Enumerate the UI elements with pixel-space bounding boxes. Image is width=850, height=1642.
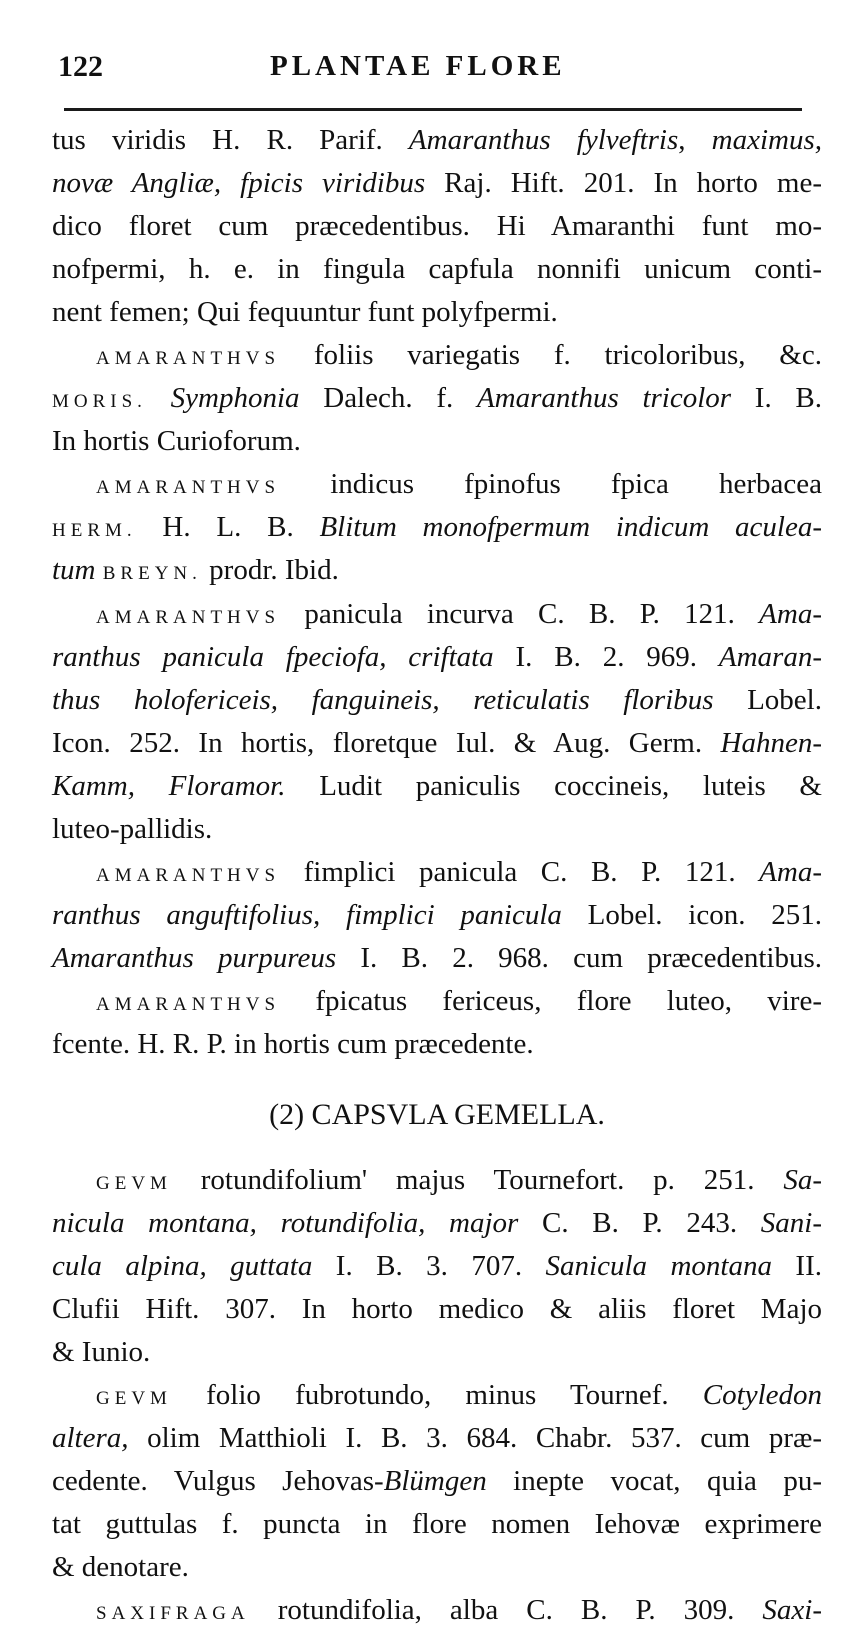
roman-text: I. B. 3. 707. xyxy=(312,1250,546,1282)
italic-text: Saxi- xyxy=(762,1594,822,1626)
italic-text: Ama- xyxy=(759,598,822,630)
roman-text: I. B. 2. 969. xyxy=(493,641,719,673)
roman-text: nent femen; Qui fequuntur funt polyfpermi. xyxy=(52,296,558,328)
text-line xyxy=(52,723,822,763)
genus-name: GEVM xyxy=(96,1388,172,1409)
running-head: PLANTAE FLORE xyxy=(270,50,566,82)
roman-text: foliis variegatis f. tricoloribus, &c. xyxy=(280,339,822,371)
genus-name: AMARANTHVS xyxy=(96,865,281,886)
genus-name: AMARANTHVS xyxy=(96,607,281,628)
genus-name: AMARANTHVS xyxy=(96,994,281,1015)
italic-text: Amaranthus fylveftris xyxy=(408,124,679,156)
text-line xyxy=(52,292,822,332)
italic-text: altera, xyxy=(52,1422,129,1454)
section-heading: (2) CAPSVLA GEMELLA. xyxy=(269,1098,605,1131)
roman-text: tat guttulas f. puncta in flore nomen Iehovæ exprimere xyxy=(52,1508,822,1540)
genus-name: AMARANTHVS xyxy=(96,477,281,498)
roman-text: Icon. 252. In hortis, floretque Iul. & Aug. Germ. xyxy=(52,727,721,759)
italic-text: thus holofericeis, fanguineis, reticulatis floribus xyxy=(52,684,714,716)
roman-text: folio fubrotundo, minus Tournef. xyxy=(171,1379,703,1411)
roman-text: cedente. Vulgus Jehovas- xyxy=(52,1465,384,1497)
italic-text: Cotyledon xyxy=(702,1379,822,1411)
text-line xyxy=(52,680,822,720)
roman-text: H. L. B. xyxy=(136,511,320,543)
text-line xyxy=(52,766,822,806)
text-line xyxy=(52,378,822,418)
genus-name: SAXIFRAGA xyxy=(96,1603,250,1624)
roman-text: dico floret cum præcedentibus. Hi Amaranthi funt mo- xyxy=(52,210,822,242)
roman-text: tus viridis H. R. Parif. xyxy=(52,124,409,156)
roman-text: panicula incurva C. B. P. 121. xyxy=(280,598,760,630)
roman-text: fpicatus fericeus, flore luteo, vire- xyxy=(280,985,822,1017)
roman-text: Lobel. icon. 251. xyxy=(561,899,823,931)
text-line xyxy=(52,507,822,547)
italic-text: cula alpina, guttata xyxy=(52,1250,313,1282)
text-line xyxy=(52,1504,822,1544)
text-line xyxy=(52,1024,822,1064)
roman-text: prodr. Ibid. xyxy=(201,554,339,586)
text-line xyxy=(52,1461,822,1501)
italic-text: Symphonia xyxy=(170,382,300,414)
text-line xyxy=(96,594,822,634)
roman-text: , xyxy=(678,124,712,156)
roman-text: Clufii Hift. 307. In horto medico & aliis floret Majo xyxy=(52,1293,822,1325)
italic-text: Blitum monofpermum indicum aculea- xyxy=(319,511,822,543)
page-number: 122 xyxy=(58,50,103,83)
text-line xyxy=(52,163,822,203)
roman-text: Lobel. xyxy=(713,684,822,716)
italic-text: tum xyxy=(52,554,96,586)
roman-text: I. B. 2. 968. cum præcedentibus. xyxy=(336,942,822,974)
header-rule xyxy=(64,108,802,111)
text-line xyxy=(96,1375,822,1415)
roman-text: nofpermi, h. e. in fingula capfula nonnifi unicum conti- xyxy=(52,253,822,285)
roman-text xyxy=(147,382,171,414)
roman-text: C. B. P. 243. xyxy=(518,1207,761,1239)
text-line xyxy=(52,249,822,289)
roman-text: luteo-pallidis. xyxy=(52,813,213,845)
roman-text: & denotare. xyxy=(52,1551,189,1583)
roman-text: olim Matthioli I. B. 3. 684. Chabr. 537. cum præ- xyxy=(128,1422,822,1454)
italic-text: Kamm, Floramor. xyxy=(52,770,286,802)
text-line xyxy=(96,1160,822,1200)
text-line xyxy=(96,464,822,504)
genus-name: AMARANTHVS xyxy=(96,348,281,369)
italic-text: Ama- xyxy=(759,856,822,888)
roman-text: Dalech. f. xyxy=(299,382,477,414)
text-line xyxy=(52,1418,822,1458)
text-line xyxy=(52,1246,822,1286)
roman-text: I. B. xyxy=(731,382,823,414)
italic-text: Amaran- xyxy=(718,641,822,673)
roman-text: inepte vocat, quia pu- xyxy=(486,1465,822,1497)
roman-text: rotundifolium' majus Tournefort. p. 251. xyxy=(171,1164,784,1196)
text-line xyxy=(52,637,822,677)
italic-text: ranthus anguftifolius, fimplici panicula xyxy=(52,899,562,931)
roman-text: fimplici panicula C. B. P. 121. xyxy=(280,856,760,888)
genus-name: HERM. xyxy=(52,520,137,541)
italic-text: Hahnen- xyxy=(720,727,822,759)
roman-text: In hortis Curioforum. xyxy=(52,425,301,457)
page-header xyxy=(58,50,798,90)
text-line xyxy=(52,809,822,849)
italic-text: Sani- xyxy=(760,1207,822,1239)
italic-text: Sanicula montana xyxy=(545,1250,772,1282)
italic-text: Amaranthus purpureus xyxy=(52,942,337,974)
text-line xyxy=(96,1590,822,1630)
text-line xyxy=(52,938,822,978)
genus-name: MORIS. xyxy=(52,391,147,412)
text-line xyxy=(52,895,822,935)
italic-text: Amaranthus tricolor xyxy=(476,382,732,414)
text-line xyxy=(52,206,822,246)
italic-text: Sa- xyxy=(783,1164,822,1196)
italic-text: nicula montana, rotundifolia, major xyxy=(52,1207,519,1239)
text-line xyxy=(52,1332,822,1372)
text-line xyxy=(96,335,822,375)
roman-text: & Iunio. xyxy=(52,1336,151,1368)
roman-text xyxy=(96,554,103,586)
roman-text: fcente. H. R. P. in hortis cum præcedente. xyxy=(52,1028,534,1060)
text-line xyxy=(52,421,822,461)
genus-name: BREYN. xyxy=(102,563,202,584)
italic-text: novæ Angliæ, fpicis viridibus xyxy=(52,167,426,199)
text-line xyxy=(52,1203,822,1243)
text-line xyxy=(52,120,822,160)
genus-name: GEVM xyxy=(96,1173,172,1194)
roman-text: Raj. Hift. 201. In horto me- xyxy=(425,167,822,199)
italic-text: ranthus panicula fpeciofa, criftata xyxy=(52,641,494,673)
text-line xyxy=(96,981,822,1021)
roman-text: Ludit paniculis coccineis, luteis & xyxy=(285,770,822,802)
roman-text: indicus fpinofus fpica herbacea xyxy=(280,468,822,500)
text-line xyxy=(52,1289,822,1329)
text-line xyxy=(52,1547,822,1587)
text-line xyxy=(96,852,822,892)
roman-text: II. xyxy=(771,1250,822,1282)
text-line xyxy=(52,550,822,590)
italic-text: Blümgen xyxy=(383,1465,487,1497)
italic-text: maximus, xyxy=(711,124,822,156)
roman-text: rotundifolia, alba C. B. P. 309. xyxy=(249,1594,763,1626)
